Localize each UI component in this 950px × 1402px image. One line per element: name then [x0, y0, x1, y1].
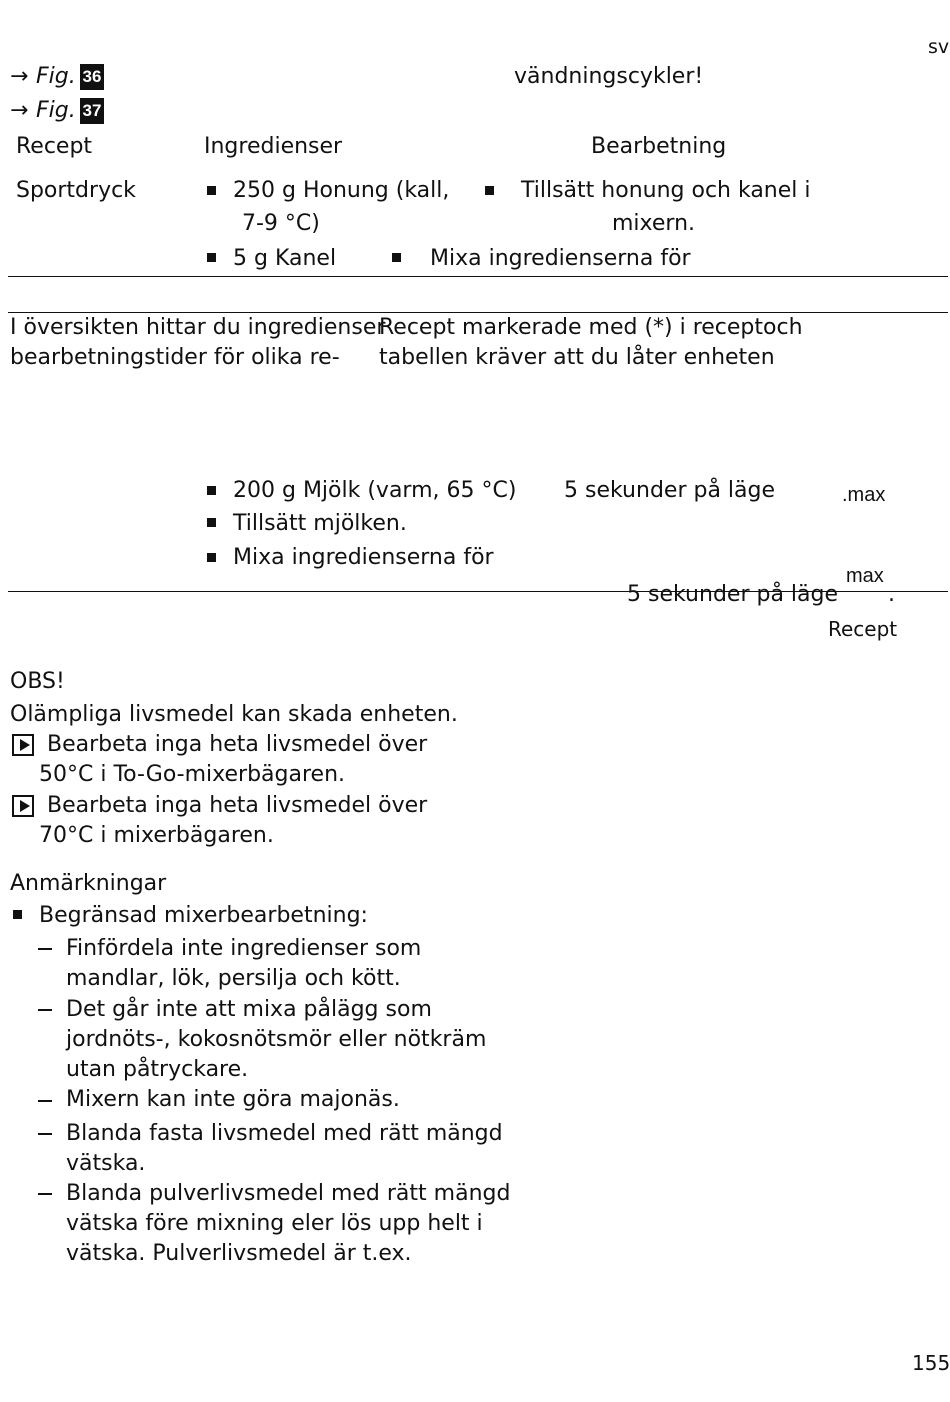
recipe-label: Recept — [828, 617, 898, 641]
process-step-continued: mixern. — [612, 211, 696, 236]
dash-bullet-icon — [38, 1193, 52, 1195]
language-code: sv — [928, 36, 950, 58]
column-header-recipe: Recept — [16, 134, 93, 159]
note-item: Blanda pulverlivsmedel med rätt mängd — [66, 1181, 511, 1206]
recipe-name: Sportdryck — [16, 178, 136, 203]
process-time: 5 sekunder på läge — [564, 478, 776, 503]
ingredient-item: 5 g Kanel — [233, 246, 337, 271]
notice-step: Bearbeta inga heta livsmedel över — [47, 732, 428, 757]
table-divider — [8, 276, 948, 277]
bullet-square-icon — [207, 253, 216, 262]
ingredient-item: 250 g Honung (kall, — [233, 178, 450, 203]
bullet-square-icon — [485, 186, 494, 195]
note-item: Det går inte att mixa pålägg som — [66, 997, 432, 1022]
notice-step-continued: 50°C i To-Go-mixerbägaren. — [39, 762, 346, 787]
process-step: Tillsätt honung och kanel i — [521, 178, 811, 203]
bullet-square-icon — [207, 553, 216, 562]
bullet-square-icon — [207, 518, 216, 527]
arrow-right-icon: → — [10, 98, 29, 123]
arrow-right-icon: → — [10, 64, 29, 89]
process-step: Mixa ingredienserna för — [233, 545, 494, 570]
text-fragment: vändningscykler! — [514, 64, 704, 89]
punctuation: . — [888, 582, 895, 607]
notice-text: Olämpliga livsmedel kan skada enheten. — [10, 702, 458, 727]
page-number: 155 — [912, 1351, 950, 1375]
note-item-continued: vätska. — [66, 1151, 146, 1176]
bullet-square-icon — [207, 186, 216, 195]
section-divider — [8, 312, 948, 313]
dash-bullet-icon — [38, 1009, 52, 1011]
notice-title: OBS! — [10, 669, 65, 694]
dash-bullet-icon — [38, 1133, 52, 1135]
note-item-continued: mandlar, lök, persilja och kött. — [66, 966, 401, 991]
fig-number-badge: 37 — [80, 98, 104, 124]
note-item-continued: utan påtryckare. — [66, 1057, 249, 1082]
note-item-continued: vätska. Pulverlivsmedel är t.ex. — [66, 1241, 412, 1266]
speed-level-max: max — [846, 565, 884, 587]
intro-text: tabellen kräver att du låter enheten — [379, 345, 775, 370]
process-step: Mixa ingredienserna för — [430, 246, 691, 271]
process-time: 5 sekunder på läge — [627, 582, 839, 607]
notice-step: Bearbeta inga heta livsmedel över — [47, 793, 428, 818]
play-step-icon — [12, 795, 34, 817]
note-item-continued: jordnöts-, kokosnötsmör eller nötkräm — [66, 1027, 487, 1052]
ingredient-item: 200 g Mjölk (varm, 65 °C) — [233, 478, 517, 503]
note-item: Mixern kan inte göra majonäs. — [66, 1087, 400, 1112]
dash-bullet-icon — [38, 1100, 52, 1102]
process-step: Tillsätt mjölken. — [233, 511, 407, 536]
note-item: Blanda fasta livsmedel med rätt mängd — [66, 1121, 503, 1146]
intro-text: Recept markerade med (*) i receptoch — [379, 315, 803, 340]
speed-level-max: .max — [842, 484, 886, 506]
column-header-ingredients: Ingredienser — [204, 134, 343, 159]
notes-title: Anmärkningar — [10, 871, 167, 896]
note-item-continued: vätska före mixning eler lös upp helt i — [66, 1211, 483, 1236]
bullet-square-icon — [392, 253, 401, 262]
bullet-square-icon — [13, 910, 22, 919]
notes-bullet: Begränsad mixerbearbetning: — [39, 903, 368, 928]
note-item: Finfördela inte ingredienser som — [66, 936, 422, 961]
notice-step-continued: 70°C i mixerbägaren. — [39, 823, 274, 848]
ingredient-item-continued: 7-9 °C) — [242, 211, 320, 236]
intro-text: bearbetningstider för olika re- — [10, 345, 340, 370]
fig-label: Fig. — [36, 98, 76, 123]
fig-label: Fig. — [36, 64, 76, 89]
intro-text: I översikten hittar du ingredienser — [10, 315, 386, 340]
bullet-square-icon — [207, 486, 216, 495]
column-header-processing: Bearbetning — [591, 134, 727, 159]
play-step-icon — [12, 734, 34, 756]
dash-bullet-icon — [38, 948, 52, 950]
fig-number-badge: 36 — [80, 64, 104, 90]
